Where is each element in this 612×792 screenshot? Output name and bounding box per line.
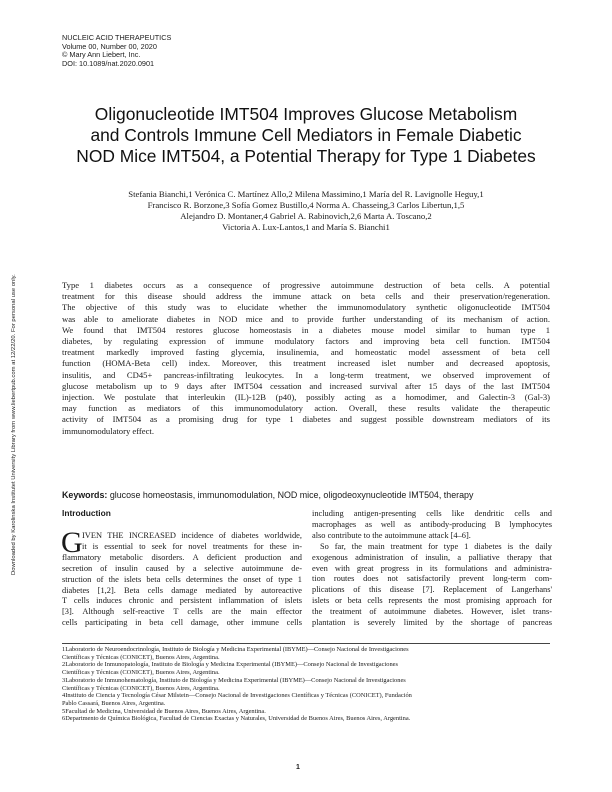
body-line: macrophages as well as antibody-producing B lymphocytes	[312, 519, 552, 529]
body-line: T cells induces chronic and persistent inflammation of islets	[62, 596, 302, 606]
author-line: Francisco R. Borzone,3 Sofía Gomez Bustillo,4 Norma A. Chasseing,3 Carlos Libertun,1,5	[147, 200, 465, 210]
abstract-line: insulitis, and CD45+ pancreas-infiltrating leukocytes. In a long-term treatment, we observed improvement of	[62, 369, 550, 380]
body-line: even with great progress in its formulations and administra-	[312, 563, 552, 573]
footnote-line: 2Laboratorio de Inmunopatología, Instituto de Biología y Medicina Experimental (IBYME)—Consejo Nacional de Investigaciones	[62, 661, 398, 669]
journal-name: NUCLEIC ACID THERAPEUTICS	[62, 33, 172, 42]
introduction-heading: Introduction	[62, 508, 111, 518]
body-line: diabetes [1,2]. Beta cells damage mediated by autoreactive	[62, 585, 302, 595]
abstract	[62, 280, 550, 437]
abstract-line: Type 1 diabetes occurs as a consequence of progressive autoimmune destruction of beta cells. A potential	[62, 280, 550, 290]
body-line: [3]. Although self-reactive T cells are the main effector	[62, 607, 302, 617]
body-line: secretion of insulin caused by a selective autoimmune de-	[62, 563, 302, 573]
abstract-line: injection. We postulate that interleukin (IL)-12B (p40), possibly acting as a homodimer, and Galectin-3 (Gal-3)	[62, 392, 550, 403]
author-line: Alejandro D. Montaner,4 Gabriel A. Rabinovich,2,6 Marta A. Toscano,2	[180, 211, 432, 221]
abstract-line: glucose metabolism up to 9 days after IMT504 cessation and increased survival after 15 days of the last IMT504	[62, 380, 550, 391]
footnote-divider	[62, 643, 550, 644]
doi-line[interactable]: DOI: 10.1089/nat.2020.0901	[62, 58, 155, 68]
footnote-line: 4Instituto de Ciencia y Tecnología César Milstein—Consejo Nacional de Investigaciones Científicas y Técnicas (CONICET), Fundación	[62, 692, 412, 700]
article-title	[40, 104, 572, 167]
body-line: also contribute to the autoimmune attack [4–6].	[312, 530, 471, 540]
title-line: and Controls Immune Cell Mediators in Female Diabetic	[90, 125, 522, 145]
download-side-note: Downloaded by Karolinska Institutet University Library from www.liebertpub.com at 12/22/20. For personal use only.	[11, 274, 17, 575]
abstract-line: immunomodulatory effect.	[62, 425, 154, 436]
drop-cap: G	[61, 526, 83, 559]
body-line: it is essential to seek for novel treatments for these in-	[82, 541, 302, 551]
footnote-line: 1Laboratorio de Neuroendocrinología, Instituto de Biología y Medicina Experimental (IBYME)—Consejo Nacional de Investigaciones	[62, 646, 409, 653]
title-line: Oligonucleotide IMT504 Improves Glucose Metabolism	[94, 104, 518, 124]
abstract-line: was able to ameliorate diabetes in NOD mice and to provide further understanding of its mechanism of action.	[62, 313, 550, 324]
keywords	[62, 490, 473, 501]
body-line: flammatory metabolic disorders. A deficient production and	[62, 552, 302, 562]
body-line: islets or beta cells represents the most promising approach for	[312, 596, 552, 606]
body-line: tion routes does not satisfactorily prevent long-term com-	[312, 574, 552, 584]
author-line: Stefania Bianchi,1 Verónica C. Martínez Allo,2 Milena Massimino,1 María del R. Lavignolle Heguy,1	[128, 189, 484, 199]
journal-volume: Volume 00, Number 00, 2020	[62, 41, 157, 51]
body-line: exogenous administration of insulin, a palliative therapy that	[312, 552, 552, 562]
abstract-line: We found that IMT504 restores glucose homeostasis in a diabetes mouse model similar to human type 1	[62, 324, 550, 335]
body-line: cells participating in beta cell damage, other immune cells	[62, 618, 302, 628]
abstract-line: treatment for this disease should address the immune attack on beta cells and their preservation/regeneration.	[62, 291, 550, 302]
body-line: struction of the islets beta cells determines the onset of type 1	[62, 574, 302, 584]
abstract-line: function (HOMA-Beta cell) index. Moreover, this treatment increased islet number and decreased apoptosis,	[62, 358, 550, 369]
intro-column-1	[61, 526, 302, 629]
abstract-line: diabetes, by regulating expression of immune modulatory factors and improving beta cell function. IMT504	[62, 336, 550, 347]
footnote-line: Científicas y Técnicas (CONICET), Buenos Aires, Argentina.	[62, 669, 220, 677]
abstract-line: may function as mediators of this immunomodulatory action. Overall, these results validate the therapeutic	[62, 403, 550, 414]
footnote-line: 6Departmento de Química Biológica, Facultad de Ciencias Exactas y Naturales, Universidad de Buenos Aires, Buenos Aires, Argentina.	[62, 715, 411, 723]
title-line: NOD Mice IMT504, a Potential Therapy for Type 1 Diabetes	[76, 146, 536, 166]
abstract-line: treatment markedly improved fasting glycemia, insulinemia, and homeostatic model assessment of beta cell	[62, 347, 550, 358]
footnote-line: Científicas y Técnicas (CONICET), Buenos Aires, Argentina.	[62, 684, 220, 692]
body-line: including antigen-presenting cells like dendritic cells and	[312, 509, 552, 518]
body-line: plantation is severely limited by the shortage of pancreas	[312, 618, 552, 628]
abstract-line: The objective of this study was to elucidate whether the immunomodulatory synthetic oligonucleotide IMT504	[62, 302, 550, 313]
body-line: the treatment of autoimmune diabetes. However, islet trans-	[312, 607, 552, 617]
affiliation-footnotes	[62, 646, 550, 723]
body-line: plications of this disease [7]. Replacement of Langerhans'	[312, 585, 552, 595]
body-line: IVEN THE INCREASED incidence of diabetes worldwide,	[82, 531, 302, 540]
keywords-label: Keywords:	[62, 490, 108, 500]
abstract-line: activity of IMT504 as a promising drug for type 1 diabetes and suggest possible downstream mediators of its	[62, 414, 550, 425]
footnote-line: 5Facultad de Medicina, Universidad de Buenos Aires, Buenos Aires, Argentina.	[62, 707, 266, 715]
footnote-line: Científicas y Técnicas (CONICET), Buenos Aires, Argentina.	[62, 653, 220, 661]
footnote-line: 3Laboratorio de Inmunohematología, Instituto de Biología y Medicina Experimental (IBYME)—Consejo Nacional de Investigaciones	[62, 676, 406, 684]
journal-header	[62, 34, 171, 68]
page-number: 1	[296, 764, 300, 771]
body-line: So far, the main treatment for type 1 diabetes is the daily	[320, 541, 552, 551]
copyright-line: © Mary Ann Liebert, Inc.	[62, 50, 141, 60]
author-line: Victoria A. Lux-Lantos,1 and María S. Bianchi1	[222, 222, 390, 232]
footnote-line: Pablo Cassará, Buenos Aires, Argentina.	[62, 699, 166, 707]
author-list	[40, 189, 572, 233]
keywords-text: glucose homeostasis, immunomodulation, NOD mice, oligodeoxynucleotide IMT504, therapy	[109, 490, 474, 500]
intro-column-2	[312, 509, 552, 629]
